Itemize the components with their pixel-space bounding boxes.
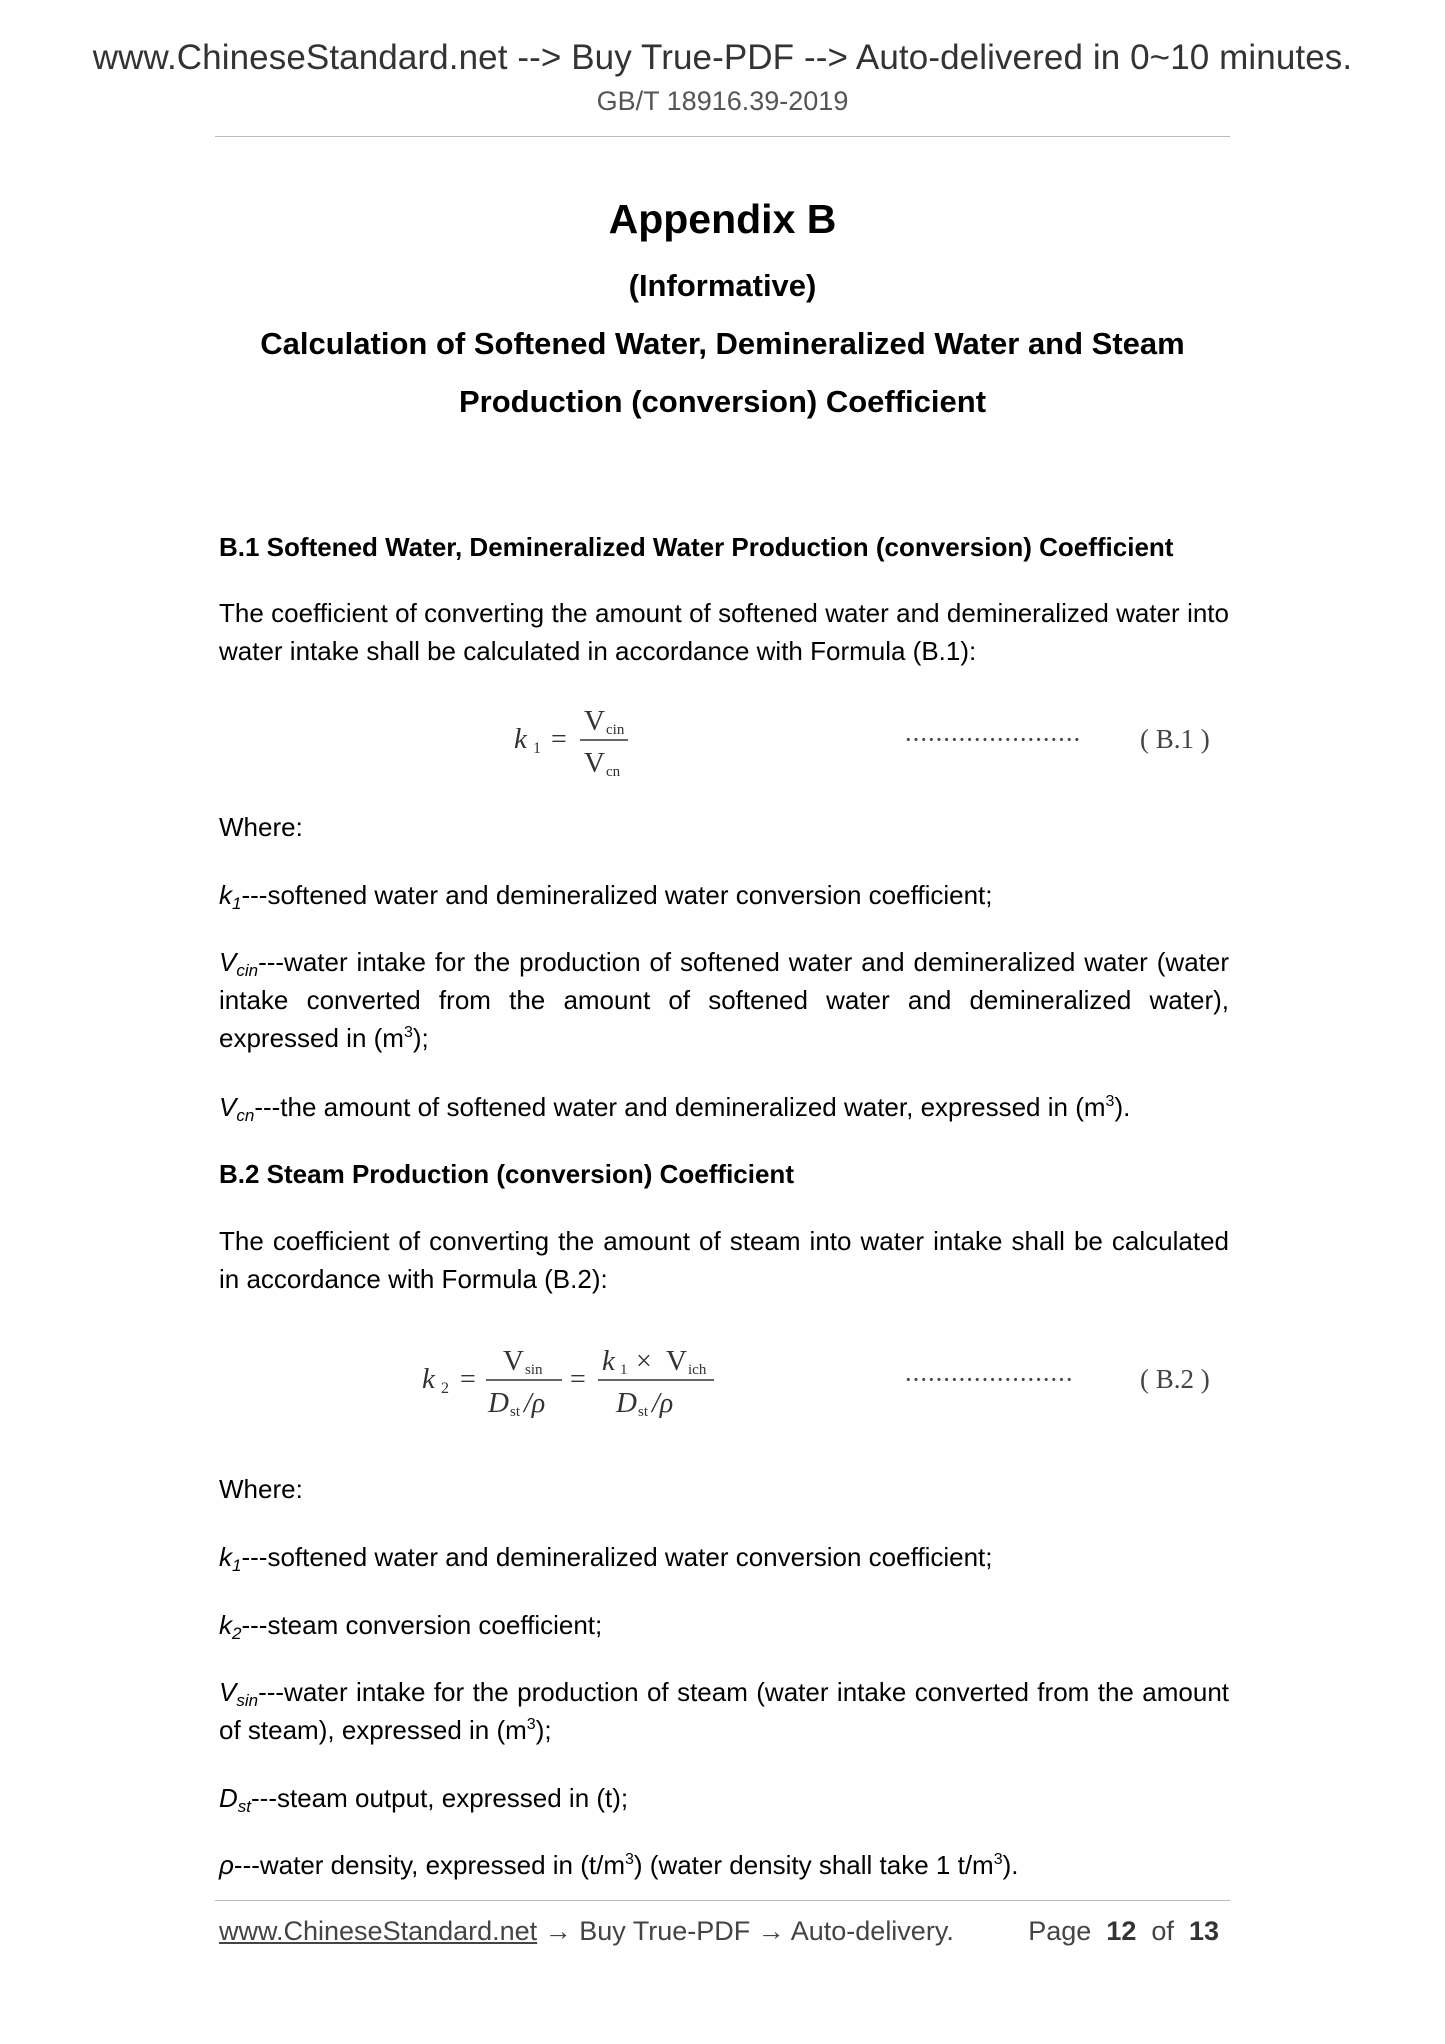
formula-b2-leader-dots: ······················ xyxy=(904,1365,1073,1394)
section-b2-def-k1: $k_1--$-softened water and demineralized water conversion coefficient; xyxy=(219,1542,993,1575)
formula-b2-times: × xyxy=(636,1346,652,1377)
header-divider xyxy=(215,136,1230,137)
section-b2-heading: B.2 Steam Production (conversion) Coefficient xyxy=(219,1159,794,1189)
formula-b1-lhs-sub: 1 xyxy=(533,740,541,757)
section-b1-def-vcn: $V_{cn}--$-the amount of softened water and demineralized water, expressed in $(m^3)$. xyxy=(219,1092,1131,1125)
footer-link[interactable]: www.ChineseStandard.net xyxy=(219,1916,538,1946)
top-banner[interactable]: www.ChineseStandard.net --> Buy True-PDF --> Auto-delivered in 0~10 minutes. xyxy=(92,38,1353,77)
formula-b1-denominator-sub: cn xyxy=(606,764,621,780)
formula-b1-equals: = xyxy=(551,724,567,755)
section-b2-def-vsin: $V_{sin}--$-water intake for the production of steam (water intake converted from the amount of steam), expressed in $(m^3)$; xyxy=(219,1677,1229,1745)
section-b1-def-k1: $k_1--$-softened water and demineralized water conversion coefficient; xyxy=(219,880,993,913)
appendix-title: Appendix B xyxy=(608,196,837,242)
formula-b1-denominator: V xyxy=(584,747,605,779)
appendix-subtitle-line1: Calculation of Softened Water, Demineralized Water and Steam xyxy=(260,326,1185,361)
formula-b1 xyxy=(0,690,1445,790)
section-b2-def-k2: $k_2--$-steam conversion coefficient; xyxy=(219,1610,603,1643)
section-b2-def-rho: ρ---water density, expressed in $(t/m^3)$ (water density shall take 1 $t/m^3$). xyxy=(219,1850,1019,1880)
section-b1-def-vcin: $V_{cin}--$-water intake for the production of softened water and demineralized water (water intake converted from the amount of softened water and demineralized water), expressed in $(m^3)$; xyxy=(219,947,1229,1053)
formula-b2 xyxy=(0,1332,1445,1432)
appendix-informative: (Informative) xyxy=(628,268,817,303)
formula-b2-den1-sub: st xyxy=(510,1404,521,1420)
formula-b2-num2-k: k xyxy=(602,1345,615,1377)
formula-b2-num2-v: V xyxy=(666,1345,687,1377)
formula-b2-den2: D xyxy=(616,1387,637,1419)
footer-promo: www.ChineseStandard.net → Buy True-PDF → Auto-delivery. xyxy=(219,1916,954,1946)
section-b1-where: Where: xyxy=(219,812,303,842)
footer-divider xyxy=(215,1900,1230,1901)
section-b1-heading: B.1 Softened Water, Demineralized Water Production (conversion) Coefficient xyxy=(219,532,1174,562)
formula-b2-den2-sub: st xyxy=(638,1404,649,1420)
appendix-subtitle-line2: Production (conversion) Coefficient xyxy=(458,384,987,419)
document-code: GB/T 18916.39-2019 xyxy=(596,86,849,116)
formula-b1-lhs: k xyxy=(514,723,527,755)
formula-b2-equals-1: = xyxy=(460,1364,476,1395)
formula-b2-lhs-sub: 2 xyxy=(441,1380,449,1397)
formula-b2-lhs: k xyxy=(422,1363,435,1395)
formula-b2-label: ( B.2 ) xyxy=(1140,1364,1210,1394)
formula-b2-num1: V xyxy=(503,1345,524,1377)
formula-b2-den1-tail: /ρ xyxy=(524,1388,546,1419)
section-b1-intro: The coefficient of converting the amount of softened water and demineralized water into water intake shall be calculated in accordance with Formula (B.1): xyxy=(219,598,1229,666)
formula-b1-numerator-sub: cin xyxy=(606,722,625,738)
page-number: Page 12 of 13 xyxy=(1028,1916,1219,1946)
section-b2-def-dst: $D_{st}--$-steam output, expressed in (t); xyxy=(219,1783,629,1816)
formula-b2-den2-tail: /ρ xyxy=(652,1388,674,1419)
formula-b2-num2-v-sub: ich xyxy=(688,1362,707,1378)
section-b2-where: Where: xyxy=(219,1474,303,1504)
formula-b2-num1-sub: sin xyxy=(525,1362,543,1378)
formula-b2-equals-2: = xyxy=(570,1364,586,1395)
formula-b2-den1: D xyxy=(488,1387,509,1419)
section-b2-intro: The coefficient of converting the amount of steam into water intake shall be calculated in accordance with Formula (B.2): xyxy=(219,1226,1229,1294)
formula-b1-label: ( B.1 ) xyxy=(1140,724,1210,754)
formula-b2-num2-k-sub: 1 xyxy=(620,1362,628,1378)
formula-b1-numerator: V xyxy=(584,705,605,737)
formula-b1-leader-dots: ······················· xyxy=(904,725,1081,754)
